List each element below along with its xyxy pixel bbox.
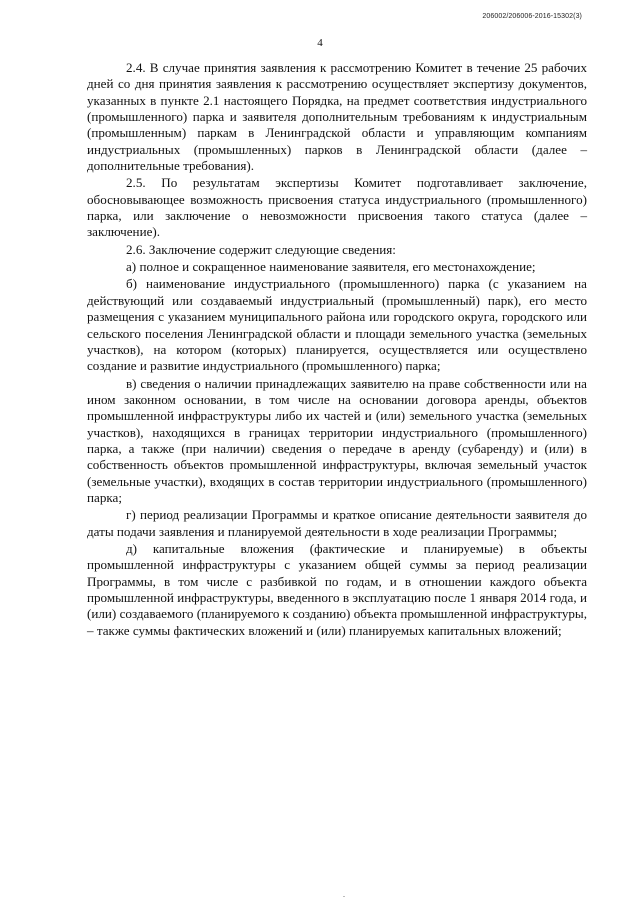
document-body [87, 60, 587, 639]
paragraph-2-4: 2.4. В случае принятия заявления к рассмотрению Комитет в течение 25 рабочих дней со дня принятия заявления к рассмотрению осуществляет экспертизу документов, указанных в пункте 2.1 настоящего Порядка, на предмет соответствия индустриального (промышленного) парка и заявителя дополнительным требованиям к индустриальным (промышленным) паркам в Ленинградской области и управляющим компаниям индустриальных (промышленных) парков в Ленинградской области (далее – дополнительные требования). [87, 60, 587, 174]
paragraph-2-5: 2.5. По результатам экспертизы Комитет подготавливает заключение, обосновывающее возможность присвоения статуса индустриального (промышленного) парка, или заключение о невозможности присвоения такого статуса (далее – заключение). [87, 175, 587, 240]
page-number: 4 [317, 37, 323, 49]
scan-artifact [343, 896, 345, 897]
document-code: 206002/206006-2016-15302(3) [482, 13, 582, 20]
paragraph-2-6: 2.6. Заключение содержит следующие сведения: [126, 241, 396, 257]
list-item-d: д) капитальные вложения (фактические и планируемые) в объекты промышленной инфраструктуры с указанием общей суммы за период реализации Программы, в том числе с разбивкой по годам, и в отношении каждого объекта промышленной инфраструктуры, введенного в эксплуатацию после 1 января 2014 года, и (или) создаваемого (планируемого к созданию) объекта промышленной инфраструктуры, – также суммы фактических вложений и (или) планируемых капитальных вложений; [87, 540, 587, 638]
list-item-v: в) сведения о наличии принадлежащих заявителю на праве собственности или на ином законном основании, в том числе на основании договора аренды, объектов промышленной инфраструктуры либо их частей и (или) земельного участка (земельных участков), находящихся в границах территории индустриального (промышленного) парка, а также (при наличии) сведения о передаче в аренду (субаренду) и (или) в собственность объектов промышленной инфраструктуры, включая земельный участок (земельные участки), входящих в состав территории индустриального (промышленного) парка; [87, 375, 587, 505]
list-item-b: б) наименование индустриального (промышленного) парка (с указанием на действующий или создаваемый индустриальный (промышленный) парк), его место размещения с указанием муниципального района или городского округа, городского или сельского поселения Ленинградской области и площади земельного участка (земельных участков), на котором (которых) планируется, осуществляется или осуществлено создание и развитие индустриального (промышленного) парка; [87, 276, 587, 374]
list-item-a: а) полное и сокращенное наименование заявителя, его местонахождение; [126, 259, 536, 275]
list-item-g: г) период реализации Программы и краткое описание деятельности заявителя до даты подачи заявления и планируемой деятельности в ходе реализации Программы; [87, 507, 587, 539]
